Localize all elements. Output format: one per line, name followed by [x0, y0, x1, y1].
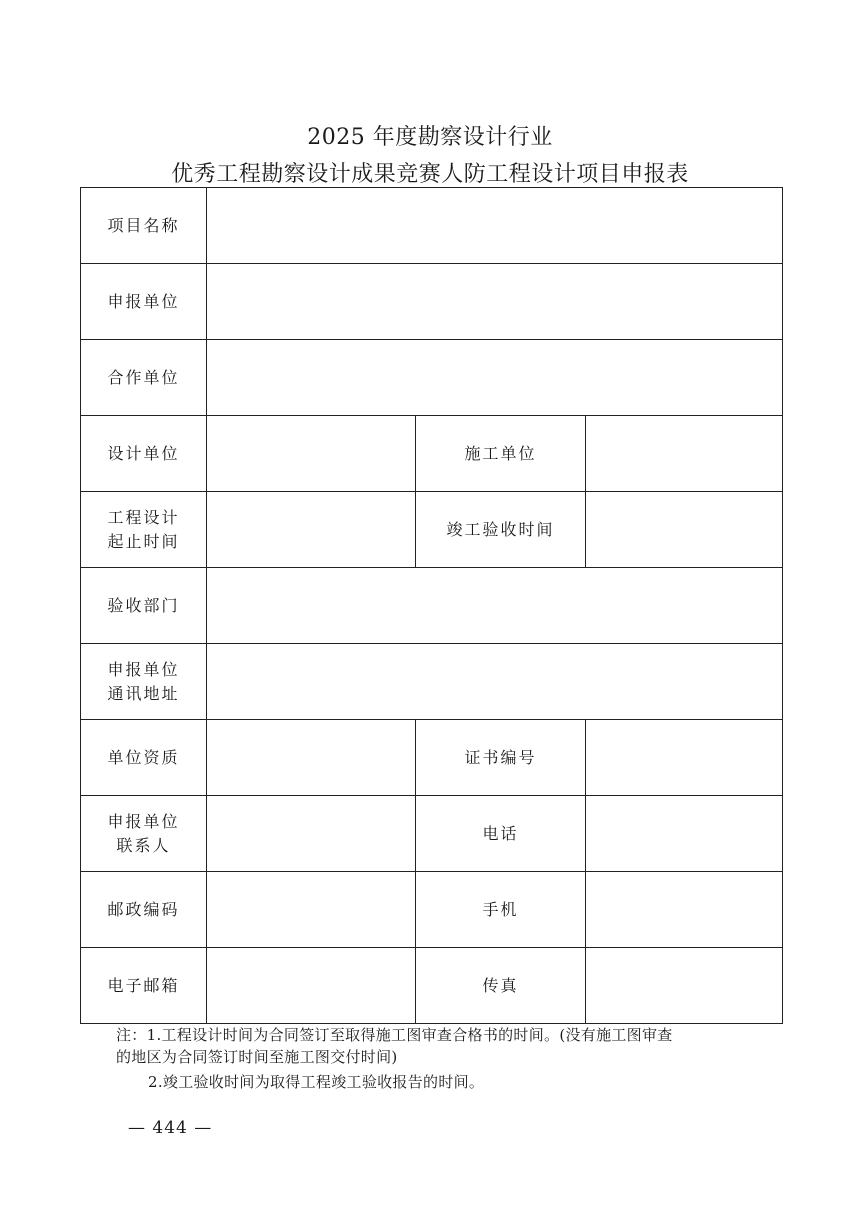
acceptance-department-field[interactable]	[207, 568, 783, 644]
form-row-contact	[81, 796, 783, 872]
construction-unit-label: 施工单位	[416, 416, 586, 492]
form-row-partner-unit	[81, 340, 783, 416]
applicant-unit-field[interactable]	[207, 264, 783, 340]
fax-field[interactable]	[586, 948, 783, 1024]
design-unit-label: 设计单位	[81, 416, 207, 492]
fax-label: 传真	[416, 948, 586, 1024]
application-form-table	[80, 187, 783, 1024]
mobile-label: 手机	[416, 872, 586, 948]
postal-code-label: 邮政编码	[81, 872, 207, 948]
form-row-project-name	[81, 188, 783, 264]
form-title-line-2: 优秀工程勘察设计成果竞赛人防工程设计项目申报表	[171, 162, 689, 187]
form-row-design-period	[81, 492, 783, 568]
applicant-unit-label: 申报单位	[81, 264, 207, 340]
note-line-2: 的地区为合同签订时间至施工图交付时间)	[116, 1048, 398, 1066]
applicant-address-field[interactable]	[207, 644, 783, 720]
design-unit-field[interactable]	[207, 416, 416, 492]
partner-unit-label: 合作单位	[81, 340, 207, 416]
certificate-number-field[interactable]	[586, 720, 783, 796]
phone-field[interactable]	[586, 796, 783, 872]
applicant-address-label: 申报单位 通讯地址	[81, 644, 207, 720]
form-title-line-1: 2025 年度勘察设计行业	[307, 125, 553, 150]
form-row-applicant-unit	[81, 264, 783, 340]
unit-qualification-label: 单位资质	[81, 720, 207, 796]
form-row-email-fax	[81, 948, 783, 1024]
contact-person-field[interactable]	[207, 796, 416, 872]
mobile-field[interactable]	[586, 872, 783, 948]
form-row-applicant-address	[81, 644, 783, 720]
project-name-field[interactable]	[207, 188, 783, 264]
contact-person-label: 申报单位 联系人	[81, 796, 207, 872]
project-name-label: 项目名称	[81, 188, 207, 264]
acceptance-department-label: 验收部门	[81, 568, 207, 644]
construction-unit-field[interactable]	[586, 416, 783, 492]
unit-qualification-field[interactable]	[207, 720, 416, 796]
phone-label: 电话	[416, 796, 586, 872]
page-number: — 444 —	[128, 1118, 213, 1138]
note-line-3: 2.竣工验收时间为取得工程竣工验收报告的时间。	[148, 1073, 485, 1091]
partner-unit-field[interactable]	[207, 340, 783, 416]
certificate-number-label: 证书编号	[416, 720, 586, 796]
design-period-label: 工程设计 起止时间	[81, 492, 207, 568]
form-row-acceptance-department	[81, 568, 783, 644]
design-period-field[interactable]	[207, 492, 416, 568]
email-field[interactable]	[207, 948, 416, 1024]
completion-acceptance-time-label: 竣工验收时间	[416, 492, 586, 568]
postal-code-field[interactable]	[207, 872, 416, 948]
email-label: 电子邮箱	[81, 948, 207, 1024]
form-row-design-construction-unit	[81, 416, 783, 492]
form-row-postal-mobile	[81, 872, 783, 948]
note-line-1: 注：1.工程设计时间为合同签订至取得施工图审查合格书的时间。(没有施工图审查	[116, 1026, 673, 1044]
completion-acceptance-time-field[interactable]	[586, 492, 783, 568]
form-row-qualification	[81, 720, 783, 796]
